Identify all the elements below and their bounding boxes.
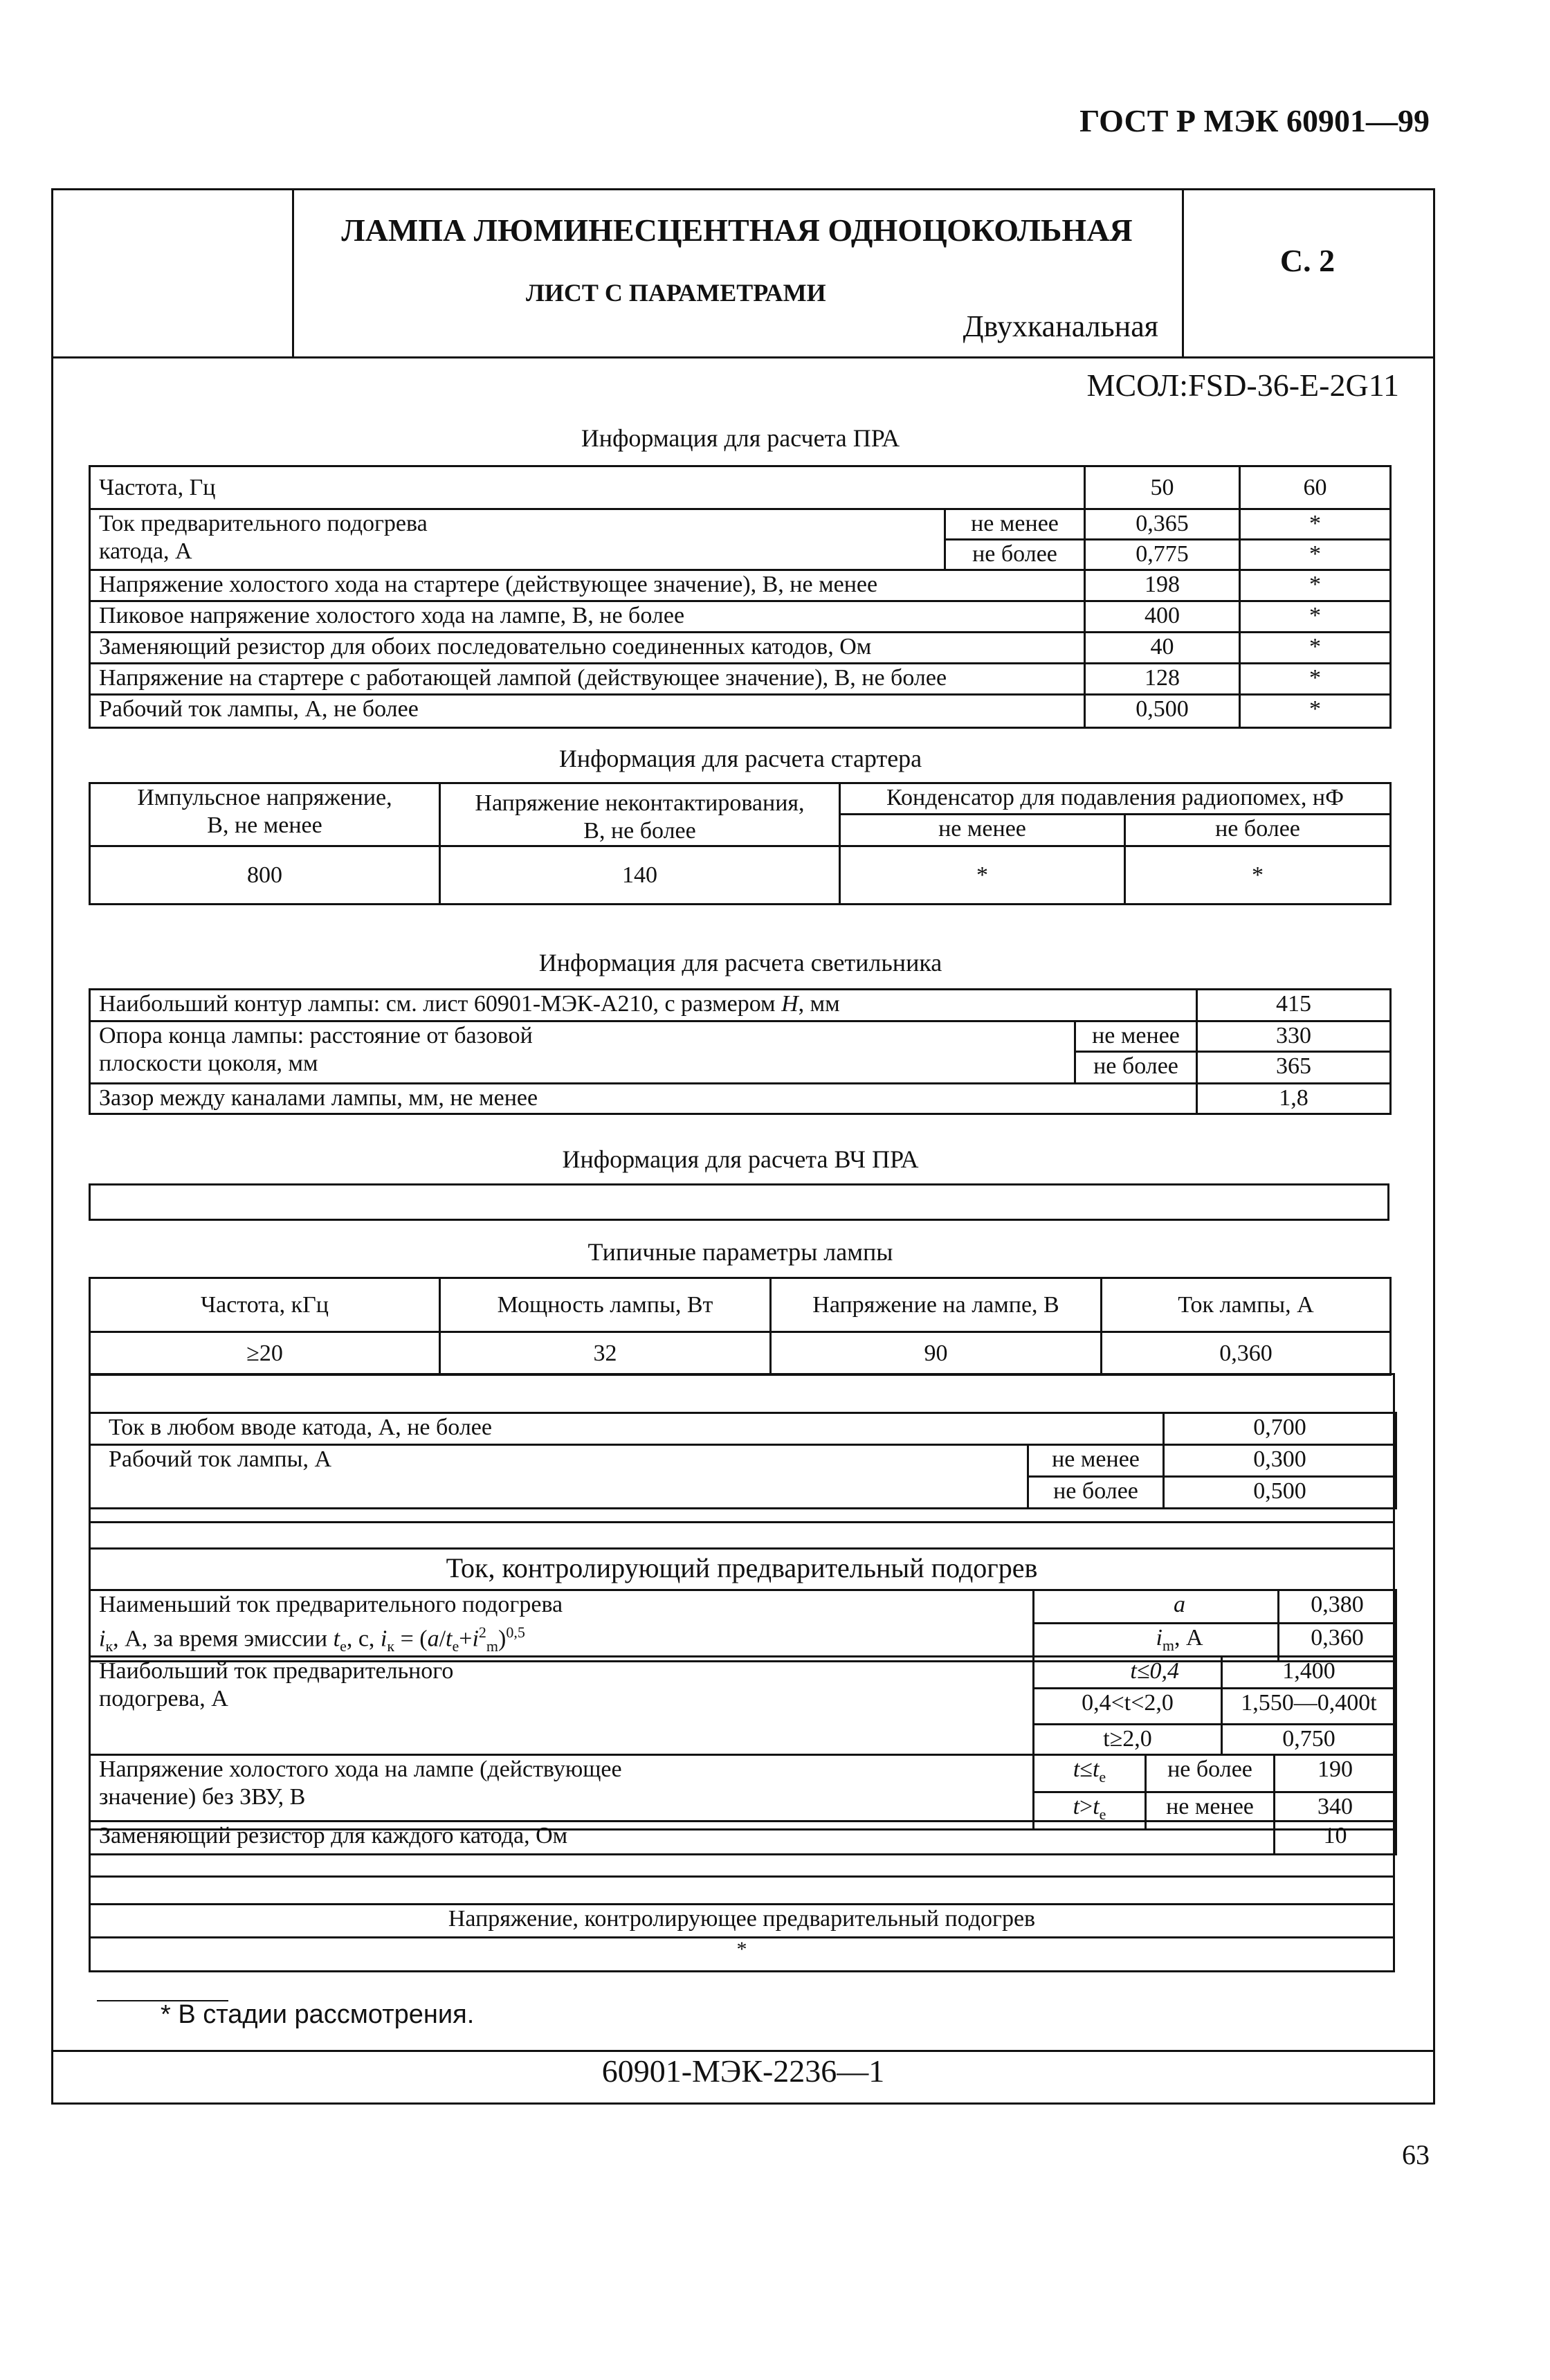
max-preheat-val-1: 1,400: [1222, 1657, 1396, 1689]
lamp-variant: Двухканальная: [963, 309, 1158, 343]
typical-value-voltage: 90: [771, 1332, 1102, 1375]
sheet-number: С. 2: [1279, 243, 1335, 278]
starter-noncontact-header: Напряжение неконтактирования, В, не более: [440, 783, 840, 846]
lower-sep-2: [89, 1521, 1395, 1523]
ballast-row-label: Заменяющий резистор для обоих последовательно соединенных катодов, Ом: [90, 633, 1085, 664]
hf-ballast-box: [89, 1183, 1389, 1221]
starter-table: [89, 782, 1392, 905]
frame-top: [51, 188, 1435, 190]
typical-header-current: Ток лампы, А: [1102, 1278, 1391, 1332]
ballast-row-value-60: *: [1240, 664, 1391, 695]
preheat-control-table: [89, 1589, 1397, 1662]
typical-header-voltage: Напряжение на лампе, В: [771, 1278, 1102, 1332]
typical-header-power: Мощность лампы, Вт: [440, 1278, 771, 1332]
lamp-support-min-label: не менее: [1075, 1021, 1197, 1052]
starter-impulse-value: 800: [90, 846, 440, 905]
param-im-label: $i_m$, А: [1034, 1623, 1279, 1662]
starter-capacitor-header: Конденсатор для подавления радиопомех, нФ: [840, 783, 1391, 815]
starter-caption: Информация для расчета стартера: [558, 745, 922, 772]
ballast-row-label: Рабочий ток лампы, А, не более: [90, 695, 1085, 728]
hf-ballast-caption: Информация для расчета ВЧ ПРА: [562, 1145, 919, 1173]
param-im-value: 0,360: [1279, 1623, 1396, 1662]
ocv-max-value: 190: [1275, 1755, 1396, 1792]
lamp-contour-label: Наибольший контур лампы: см. лист 60901-МЭК-А210, с размером H, мм: [90, 990, 1197, 1021]
preheat-max-value-60: *: [1240, 540, 1391, 570]
preheat-label: Ток предварительного подогрева катода, А: [90, 509, 945, 570]
typical-value-power: 32: [440, 1332, 771, 1375]
lamp-designation: МСОЛ:FSD-36-E-2G11: [1086, 367, 1399, 403]
operating-current-min-label: не менее: [1028, 1445, 1164, 1477]
footer-top: [51, 2050, 1435, 2052]
typical-value-freq: ≥20: [90, 1332, 440, 1375]
param-a-value: 0,380: [1279, 1590, 1396, 1624]
ballast-row-value-60: *: [1240, 570, 1391, 601]
typical-table: [89, 1277, 1392, 1376]
cathode-current-value: 0,700: [1164, 1413, 1396, 1445]
freq-50: 50: [1085, 466, 1240, 509]
capacitor-min-header: не менее: [840, 814, 1125, 846]
resistor-table: [89, 1820, 1397, 1855]
operating-current-label: Рабочий ток лампы, А: [90, 1445, 1028, 1509]
capacitor-max-header: не более: [1125, 814, 1391, 846]
starter-noncontact-value: 140: [440, 846, 840, 905]
ballast-row-value-50: 0,500: [1085, 695, 1240, 728]
luminaire-caption: Информация для расчета светильника: [538, 949, 942, 976]
lower-sep-4: [89, 1875, 1395, 1878]
max-preheat-cond-3: t≥2,0: [1034, 1725, 1222, 1755]
channel-gap-label: Зазор между каналами лампы, мм, не менее: [90, 1084, 1197, 1114]
starter-impulse-header: Импульсное напряжение, В, не менее: [90, 783, 440, 846]
param-a-label: a: [1034, 1590, 1279, 1624]
channel-gap-value: 1,8: [1197, 1084, 1391, 1114]
freq-label: Частота, Гц: [90, 466, 1085, 509]
lamp-contour-value: 415: [1197, 990, 1391, 1021]
cathode-resistor-value: 10: [1275, 1822, 1396, 1855]
ballast-row-value-60: *: [1240, 601, 1391, 633]
ocv-label: Напряжение холостого хода на лампе (действующее значение) без ЗВУ, В: [90, 1755, 1034, 1830]
ballast-row-label: Напряжение на стартере с работающей лампой (действующее значение), В, не более: [90, 664, 1085, 695]
ballast-table: [89, 465, 1392, 729]
max-preheat-val-3: 0,750: [1222, 1725, 1396, 1755]
capacitor-min-value: *: [840, 846, 1125, 905]
lamp-support-label: Опора конца лампы: расстояние от базовой плоскости цоколя, мм: [90, 1021, 1075, 1084]
preheat-min-value-60: *: [1240, 509, 1391, 540]
page-number: 63: [1402, 2139, 1430, 2170]
footer-bottom: [51, 2102, 1435, 2105]
max-preheat-label: Наибольший ток предварительного подогрева, А: [90, 1657, 1034, 1755]
typical-caption: Типичные параметры лампы: [587, 1238, 893, 1266]
header-bottom: [51, 356, 1435, 358]
preheat-max-value: 0,775: [1085, 540, 1240, 570]
ballast-row-label: Напряжение холостого хода на стартере (действующее значение), В, не менее: [90, 570, 1085, 601]
max-preheat-cond-1: t≤0,4: [1034, 1657, 1222, 1689]
operating-current-max-label: не более: [1028, 1477, 1164, 1509]
preheat-min-label: не менее: [945, 509, 1085, 540]
voltage-control-value: *: [736, 1938, 747, 1961]
ballast-row-value-50: 400: [1085, 601, 1240, 633]
min-preheat-label: Наименьший ток предварительного подогрева $i_к$, А, за время эмиссии $t_e$, с, $i_к = (a/t_e+i^2_m)^{0,5}$: [90, 1590, 1034, 1662]
lamp-support-max-value: 365: [1197, 1052, 1391, 1084]
preheat-control-title: Ток, контролирующий предварительный подогрев: [446, 1552, 1038, 1583]
lamp-support-min-value: 330: [1197, 1021, 1391, 1052]
ocv-cond-1: $t\le t_e$: [1034, 1755, 1146, 1792]
ballast-row-value-50: 40: [1085, 633, 1240, 664]
ballast-row-value-60: *: [1240, 695, 1391, 728]
footnote: * В стадии рассмотрения.: [161, 2000, 475, 2029]
ocv-max-label: не более: [1146, 1755, 1275, 1792]
max-preheat-table: [89, 1655, 1397, 1756]
lamp-support-max-label: не более: [1075, 1052, 1197, 1084]
typical-value-current: 0,360: [1102, 1332, 1391, 1375]
sheet-subtitle: ЛИСТ С ПАРАМЕТРАМИ: [526, 279, 826, 307]
sheet-code: 60901-МЭК-2236—1: [601, 2053, 885, 2089]
ballast-row-label: Пиковое напряжение холостого хода на лампе, В, не более: [90, 601, 1085, 633]
freq-60: 60: [1240, 466, 1391, 509]
max-preheat-val-2: 1,550—0,400t: [1222, 1689, 1396, 1725]
capacitor-max-value: *: [1125, 846, 1391, 905]
currents-table: [89, 1412, 1397, 1509]
preheat-max-label: не более: [945, 540, 1085, 570]
operating-current-max-value: 0,500: [1164, 1477, 1396, 1509]
cathode-resistor-label: Заменяющий резистор для каждого катода, Ом: [90, 1822, 1275, 1855]
ocv-table: [89, 1754, 1397, 1831]
ballast-row-value-60: *: [1240, 633, 1391, 664]
typical-header-freq: Частота, кГц: [90, 1278, 440, 1332]
sheet-title: ЛАМПА ЛЮМИНЕСЦЕНТНАЯ ОДНОЦОКОЛЬНАЯ: [341, 212, 1133, 248]
luminaire-table: [89, 988, 1392, 1115]
ballast-caption: Информация для расчета ПРА: [581, 424, 900, 452]
operating-current-min-value: 0,300: [1164, 1445, 1396, 1477]
preheat-min-value: 0,365: [1085, 509, 1240, 540]
cathode-current-label: Ток в любом вводе катода, А, не более: [90, 1413, 1164, 1445]
ocv-cond-2: $t>t_e$: [1034, 1792, 1146, 1829]
ocv-min-value: 340: [1275, 1792, 1396, 1829]
ocv-min-label: не менее: [1146, 1792, 1275, 1829]
voltage-control-title: Напряжение, контролирующее предварительный подогрев: [448, 1906, 1036, 1932]
max-preheat-cond-2: 0,4<t<2,0: [1034, 1689, 1222, 1725]
ballast-row-value-50: 128: [1085, 664, 1240, 695]
ballast-row-value-50: 198: [1085, 570, 1240, 601]
standard-code: ГОСТ Р МЭК 60901—99: [1079, 103, 1430, 138]
